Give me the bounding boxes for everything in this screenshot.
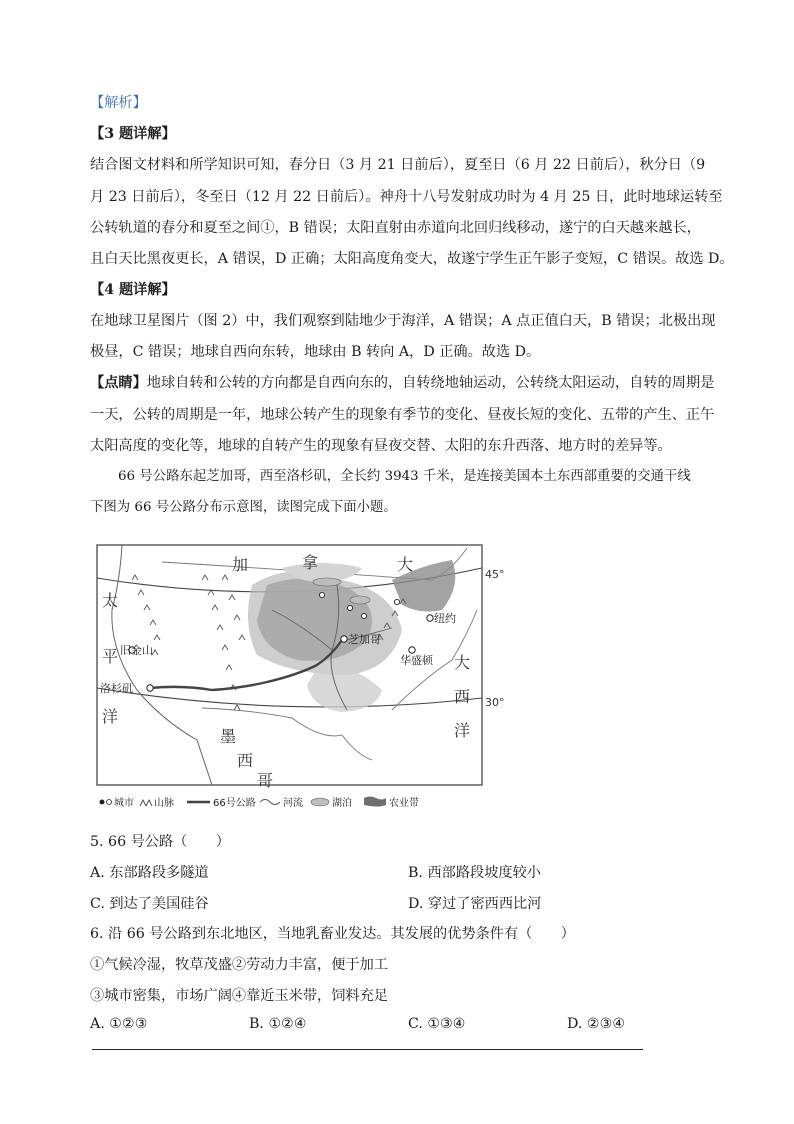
label-lat-30: 30°	[485, 696, 505, 709]
q6-statement-line: ①气候冷湿，牧草茂盛②劳动力丰富，便于加工	[90, 957, 388, 973]
great-lakes-1	[313, 578, 341, 586]
tip-line: 一天，公转的周期是一年，地球公转产生的现象有季节的变化、昼夜长短的变化、五带的产生、正午	[90, 407, 715, 423]
legend-mountain-label: 山脉	[154, 798, 174, 809]
label-pacific-3: 洋	[102, 707, 119, 726]
q4-line: 极昼，C 错误；地球自西向东转，地球由 B 转向 A，D 正确。故选 D。	[90, 344, 541, 360]
legend-city-label: 城市	[114, 798, 134, 809]
legend-river-label: 河流	[283, 798, 303, 809]
label-new-york: 纽约	[434, 612, 456, 625]
tip-label: 【点睛】	[90, 375, 147, 391]
city-marker	[319, 592, 324, 597]
legend-city-icon	[100, 800, 105, 805]
q3-line: 结合图文材料和所学知识可知，春分日（3 月 21 日前后），夏至日（6 月 22 日前后），秋分日（9	[90, 157, 706, 173]
label-washington: 华盛顿	[400, 654, 433, 667]
analysis-label: 【解析】	[90, 95, 147, 111]
map-legend	[100, 796, 420, 809]
great-lakes-2	[350, 596, 370, 604]
label-pacific-2: 平	[102, 647, 119, 666]
q6-option-a[interactable]: A. ①②③	[90, 1016, 148, 1032]
tip-line-first	[90, 373, 715, 393]
q3-line: 月 23 日前后），冬至日（12 月 22 日前后）。神舟十八号发射成功时为 4 月 25 日，此时地球运转至	[90, 189, 723, 205]
q5-option-d[interactable]: D. 穿过了密西西比河	[408, 896, 542, 912]
label-san-francisco: 旧金山	[120, 644, 153, 657]
label-atlantic-3: 洋	[454, 721, 471, 740]
q3-line: 且白天比黑夜更长，A 错误，D 正确；太阳高度角变大，故遂宁学生正午影子变短，C 错误。故选 D。	[90, 251, 734, 267]
city-marker	[361, 613, 366, 618]
material-line: 下图为 66 号公路分布示意图，读图完成下面小题。	[90, 500, 397, 515]
label-mexico-2: 西	[237, 751, 254, 770]
city-chicago-marker	[341, 636, 347, 642]
q6-option-d[interactable]: D. ②③④	[567, 1016, 626, 1032]
label-canada-2: 拿	[302, 553, 319, 572]
label-chicago: 芝加哥	[348, 633, 381, 646]
material-line: 66 号公路东起芝加哥，西至洛杉矶，全长约 3943 千米，是连接美国本土东西部重要的交通干线	[118, 469, 691, 484]
q3-line: 公转轨道的春分和夏至之间①，B 错误；太阳直射由赤道向北回归线移动，遂宁的白天越来越长，	[90, 220, 701, 236]
city-los-angeles-marker	[147, 685, 153, 691]
q4-header: 【4 题详解】	[90, 282, 176, 298]
legend-agri-icon	[364, 797, 386, 807]
bottom-rule	[92, 1049, 643, 1050]
label-pacific-1: 太	[102, 591, 119, 610]
label-canada-3: 大	[397, 555, 414, 574]
q5-stem: 5. 66 号公路（ ）	[90, 834, 230, 850]
q5-option-a[interactable]: A. 东部路段多隧道	[90, 865, 209, 881]
q6-stem: 6. 沿 66 号公路到东北地区，当地乳畜业发达。其发展的优势条件有（ ）	[90, 926, 575, 942]
city-marker	[347, 605, 352, 610]
legend-city-icon	[107, 800, 112, 805]
q5-option-b[interactable]: B. 西部路段坡度较小	[408, 865, 541, 881]
label-mexico-3: 哥	[257, 771, 274, 790]
city-new-york-marker	[427, 615, 433, 621]
q6-option-c[interactable]: C. ①③④	[408, 1016, 466, 1032]
label-atlantic-1: 大	[454, 653, 471, 672]
legend-mountain-icon	[140, 800, 152, 806]
q4-line: 在地球卫星图片（图 2）中，我们观察到陆地少于海洋，A 错误；A 点正值白天，B 错误；北极出现	[90, 313, 716, 329]
legend-lake-label: 湖泊	[332, 798, 352, 809]
tip-line: 太阳高度的变化等，地球的自转产生的现象有昼夜交替、太阳的东升西落、地方时的差异等。	[90, 438, 672, 454]
legend-river-icon	[260, 800, 280, 805]
city-washington-marker	[409, 647, 415, 653]
label-los-angeles: 洛杉矶	[100, 682, 133, 695]
q6-statement-line: ③城市密集，市场广阔④靠近玉米带，饲料充足	[90, 988, 388, 1004]
legend-lake-icon	[311, 798, 329, 806]
q6-option-b[interactable]: B. ①②④	[249, 1016, 307, 1032]
legend-route66-label: 66号公路	[213, 798, 256, 809]
tip-text: 地球自转和公转的方向都是自西向东的，自转绕地轴运动，公转绕太阳运动，自转的周期是	[146, 375, 715, 391]
label-mexico-1: 墨	[220, 727, 237, 746]
label-atlantic-2: 西	[454, 687, 471, 706]
route66-map	[92, 540, 522, 815]
city-marker	[394, 599, 399, 604]
label-lat-45: 45°	[485, 568, 505, 581]
q3-header: 【3 题详解】	[90, 126, 176, 142]
legend-agri-label: 农业带	[389, 798, 419, 809]
label-canada-1: 加	[232, 555, 249, 574]
q5-option-c[interactable]: C. 到达了美国硅谷	[90, 896, 209, 912]
